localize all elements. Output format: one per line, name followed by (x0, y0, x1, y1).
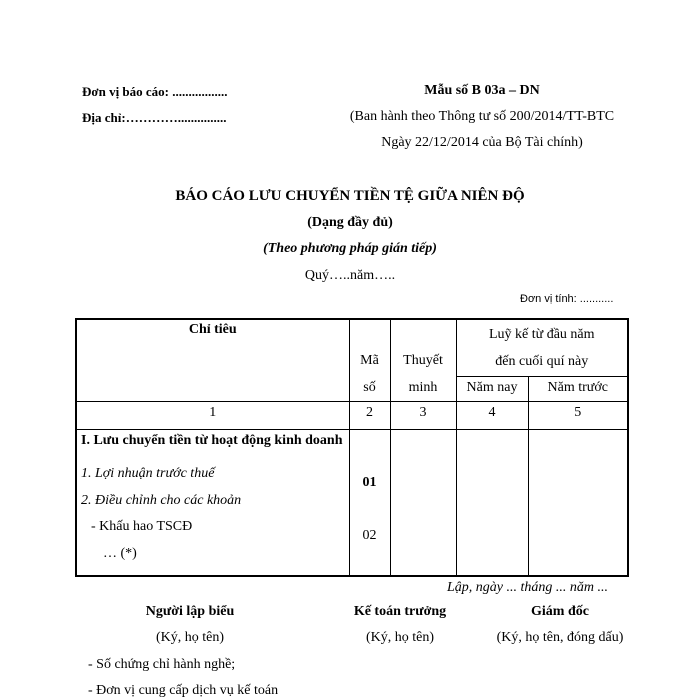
director-sign: (Ký, họ tên, đóng dấu) (496, 630, 624, 645)
issued-date-text: Ngày 22/12/2014 của Bộ Tài chính) (381, 135, 583, 150)
header-minh: minh (408, 380, 438, 395)
header-luy-ke (456, 319, 628, 377)
note-service-provider: - Đơn vị cung cấp dịch vụ kế toán (88, 683, 279, 698)
preparer-sign: (Ký, họ tên) (155, 630, 225, 645)
currency-unit-label: Đơn vị tính: ........... (520, 293, 614, 305)
preparer-title: Người lập biểu (145, 604, 235, 619)
report-period: Quý…..năm….. (304, 268, 396, 283)
report-subtitle-full: (Dạng đầy đủ) (307, 215, 393, 230)
director-title: Giám đốc (531, 604, 589, 619)
reporting-unit-label: Đơn vị báo cáo: ................. (82, 84, 228, 99)
col-number-2: 2 (349, 402, 390, 430)
row-codes-cell (349, 430, 390, 576)
note-license: - Số chứng chỉ hành nghề; (88, 657, 236, 672)
header-luy-ke-line2: đến cuối quí này (495, 354, 589, 369)
row-previous-year-cell (528, 430, 628, 576)
header-ma-so (349, 319, 390, 402)
header-chi-tieu: Chỉ tiêu (76, 319, 349, 402)
place-date: Lập, ngày ... tháng ... năm ... (447, 580, 608, 595)
header-so: số (363, 380, 376, 395)
row-labels-cell (76, 430, 349, 576)
col-number-1: 1 (76, 402, 349, 430)
row-current-year-cell (456, 430, 528, 576)
table-row-profit-before-tax: 1. Lợi nhuận trước thuế (81, 466, 215, 481)
table-row-depreciation: - Khấu hao TSCĐ (91, 519, 193, 534)
table-row-section-1: I. Lưu chuyển tiền từ hoạt động kinh doanh (81, 433, 343, 448)
accountant-sign: (Ký, họ tên) (365, 630, 435, 645)
table-row-adjustments: 2. Điều chỉnh cho các khoản (81, 493, 242, 508)
form-number: Mẫu số B 03a – DN (424, 83, 540, 98)
table-row-code-01: 01 (362, 475, 377, 490)
accountant-title: Kế toán trưởng (353, 604, 447, 619)
col-number-5: 5 (528, 402, 628, 430)
table-row-code-02: 02 (362, 528, 377, 543)
header-ma: Mã (360, 353, 379, 368)
header-luy-ke-line1: Luỹ kế từ đầu năm (488, 327, 595, 342)
cash-flow-table (75, 318, 629, 577)
report-subtitle-method: (Theo phương pháp gián tiếp) (263, 241, 437, 256)
issued-by-text: (Ban hành theo Thông tư số 200/2014/TT-BTC (349, 109, 615, 124)
row-notes-cell (390, 430, 456, 576)
header-nam-truoc: Năm trước (528, 377, 628, 402)
header-thuyet: Thuyết (403, 353, 443, 368)
address-label: Địa chỉ:…………............... (82, 110, 227, 125)
col-number-3: 3 (390, 402, 456, 430)
header-thuyet-minh (390, 319, 456, 402)
table-row-etc: … (*) (103, 546, 137, 561)
report-title: BÁO CÁO LƯU CHUYỂN TIỀN TỆ GIỮA NIÊN ĐỘ (175, 188, 525, 204)
header-nam-nay: Năm nay (456, 377, 528, 402)
col-number-4: 4 (456, 402, 528, 430)
